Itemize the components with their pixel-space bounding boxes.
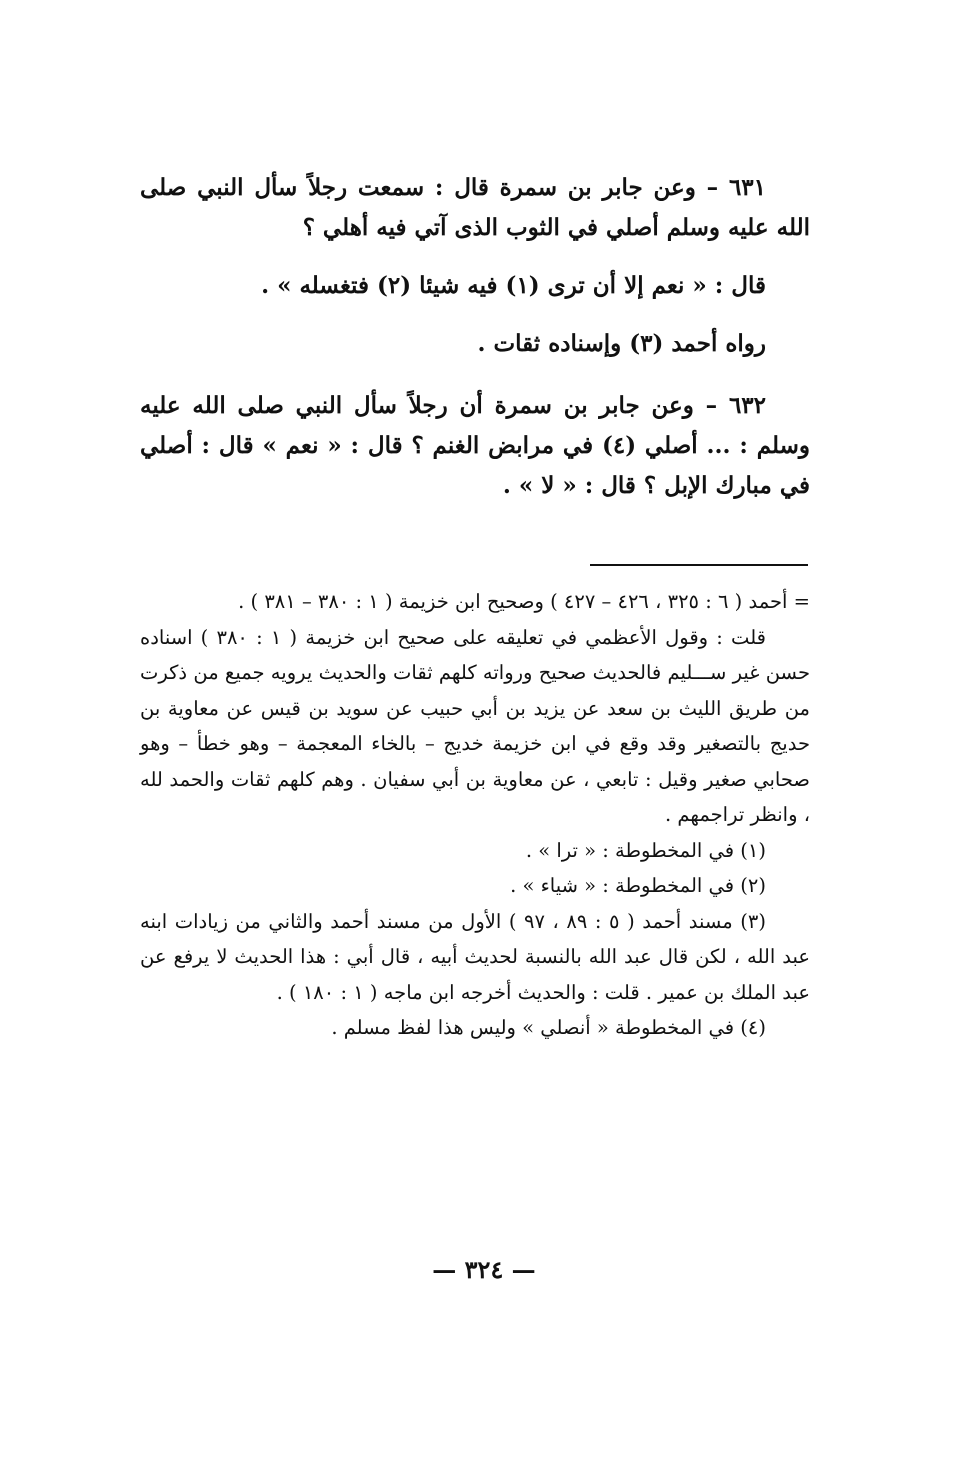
page-number: — ٣٢٤ — <box>432 1255 536 1284</box>
footnote-4: (٤) في المخطوطة « أنصلي » وليس هذا لفظ مسلم . <box>331 1016 766 1039</box>
hadith-631-text: ٦٣١ – وعن جابر بن سمرة قال : سمعت رجلاً سأل النبي صلى الله عليه وسلم أصلي في الثوب الذى آتي فيه أهلي ؟ <box>140 174 810 241</box>
hadith-631-source: رواه أحمد (٣) وإسناده ثقات . <box>477 330 766 357</box>
hadith-631-answer: قال : « نعم إلا أن ترى (١) فيه شيئا (٢) فتغسله » . <box>261 272 766 299</box>
hadith-632-text: ٦٣٢ – وعن جابر بن سمرة أن رجلاً سأل النبي صلى الله عليه وسلم : ... أصلي (٤) في مرابض الغنم ؟ قال : « نعم » قال : أصلي في مبارك الإبل ؟ قال : « لا » . <box>140 392 810 499</box>
main-text <box>140 168 810 528</box>
footnote-divider <box>590 564 808 566</box>
footnote-comment: قلت : وقول الأعظمي في تعليقه على صحيح ابن خزيمة ( ١ : ٣٨٠ ) اسناده حسن غير ســـليم فالحديث صحيح ورواته كلهم ثقات والحديث يرويه جميع من ذكرت من طريق الليث بن سعد عن يزيد بن أبي حبيب عن سويد بن قيس عن معاوية بن حديج بالتصغير وقد وقع في ابن خزيمة خديج – بالخاء المعجمة – وهو خطأ – وهو صحابي صغير وقيل : تابعي ، عن معاوية بن أبي سفيان . وهم كلهم ثقات والحمد لله ، وانظر تراجمهم . <box>140 625 810 826</box>
footnotes <box>140 584 810 1046</box>
footnote-3: (٣) مسند أحمد ( ٥ : ٨٩ ، ٩٧ ) الأول من مسند أحمد والثاني من زيادات ابنه عبد الله ، لكن قال عبد الله بالنسبة لحديث أبيه ، قال أبي : هذا الحديث لا يرفع عن عبد الملك بن عمير . قلت : والحديث أخرجه ابن ماجه ( ١ : ١٨٠ ) . <box>140 909 810 1004</box>
footnote-2: (٢) في المخطوطة : « شياء » . <box>510 874 766 897</box>
footnote-continuation: = أحمد ( ٦ : ٣٢٥ ، ٤٢٦ – ٤٢٧ ) وصحيح ابن خزيمة ( ١ : ٣٨٠ – ٣٨١ ) . <box>238 590 810 613</box>
footnote-1: (١) في المخطوطة : « ترا » . <box>525 838 766 862</box>
